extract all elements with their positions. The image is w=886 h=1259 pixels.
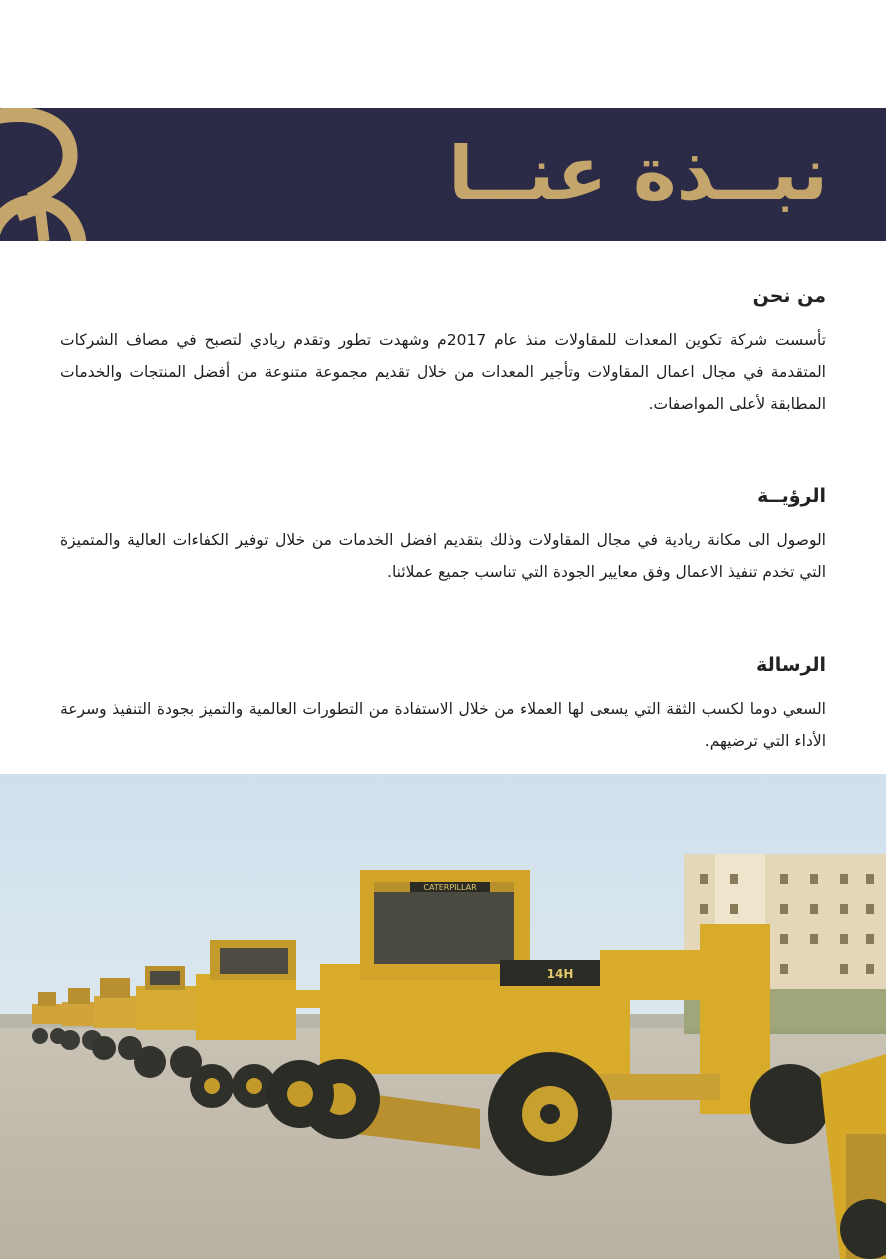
- section-vision: [60, 482, 826, 588]
- section-who-we-are: [60, 282, 826, 420]
- motor-graders-photo: [0, 774, 886, 1259]
- company-logo-icon: [0, 108, 100, 241]
- page-title: نبــذة عنــا: [448, 131, 828, 217]
- section-heading-who-we-are: من نحن: [752, 285, 826, 307]
- section-body-mission: السعي دوما لكسب الثقة التي يسعى لها العملاء من خلال الاستفادة من التطورات العالمية والتميز بجودة التنفيذ وسرعة الأداء التي ترضيهم.: [60, 700, 826, 750]
- section-mission: [60, 651, 826, 757]
- section-heading-vision: الرؤيــة: [757, 485, 826, 507]
- header-banner: [0, 108, 886, 241]
- brand-plate: CATERPILLAR: [423, 883, 477, 892]
- section-heading-mission: الرسالة: [756, 654, 826, 676]
- machine-label: 14H: [546, 967, 574, 981]
- motor-graders-illustration: [0, 774, 886, 1259]
- section-body-who-we-are: تأسست شركة تكوين المعدات للمقاولات منذ عام 2017م وشهدت تطور وتقدم ريادي لتصبح في مصاف الشركات المتقدمة في مجال اعمال المقاولات وتأجير المعدات من خلال تقديم مجموعة متنوعة من أفضل المنتجات والخدمات المطابقة لأعلى المواصفات.: [60, 331, 827, 413]
- section-body-vision: الوصول الى مكانة ريادية في مجال المقاولات وذلك بتقديم افضل الخدمات من خلال توفير الكفاءات العالية والمتميزة التي تخدم تنفيذ الاعمال وفق معايير الجودة التي تناسب جميع عملائنا.: [60, 531, 826, 581]
